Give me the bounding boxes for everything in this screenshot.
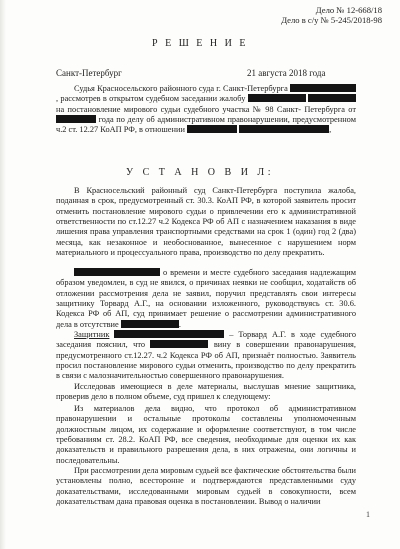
case-number-block (281, 5, 382, 25)
scan-edge-shadow (0, 0, 6, 549)
document-title: Р Е Ш Е Н И Е (152, 38, 248, 49)
notification-paragraph: о времени и месте судебного заседания надлежащим образом уведомлен, в суд не явился, о причинах неявки не сообщил, ходатайств об отложении рассмотрения дела не заявил, поручил представлять свои интересы защитнику Торвард А.Г., на основании изложенного, руководствуясь ст. 30.6. Кодекса РФ об АП, суд принимает решение о рассмотрении административного дела в отсутствие . (56, 268, 356, 329)
case-number: Дело № 12-668/18 (315, 5, 382, 15)
intro-paragraph: Судья Красносельского районного суда г. Санкт-Петербурга , рассмотрев в открытом судебном заседании жалобу на постановление мирового судьи судебного участка № 98 Санкт- Петербурга от года по делу об административном правонарушении, предусмотренном ч.2 ст. 12.27 КоАП РФ, в отношении , (56, 84, 356, 135)
materials-paragraph: Из материалов дела видно, что протокол об административном правонарушении и остальные протоколы составлены уполномоченным должностным лицом, их содержание и оформление соответствуют, в том числе требованиям ст. 28.2. КоАП РФ, все сведения, необходимые для оценки их как доказательств и правильного разрешения дела, в них отражены, они логичны и последовательны. (56, 404, 356, 465)
redacted-person-name-2 (239, 125, 329, 133)
defender-paragraph: Защитник – Торвард А.Г. в ходе судебного заседания пояснил, что вину в совершении правонарушения, предусмотренного ст.12.27. ч.2 Кодекса РФ об АП, признаёт полностью. Заявитель просил постановление мирового судьи отменить, производство по делу прекратить в связи с малозначительностью совершенного правонарушения. (56, 330, 356, 381)
redacted-applicant-name-2 (121, 320, 179, 328)
redacted-person-name (187, 125, 237, 133)
redacted-applicant-name-2 (308, 94, 356, 102)
date: 21 августа 2018 года (247, 68, 326, 78)
evidence-paragraph: При рассмотрении дела мировым судьей все фактические обстоятельства были установлены полно, всесторонне и подтверждаются представленными суду доказательствами, исследованными мировым судьей в совокупности, всем доказательствам дана правовая оценка в постановлении. Вывод о наличии (56, 466, 356, 507)
complaint-paragraph: В Красносельский районный суд Санкт-Петербурга поступила жалоба, поданная в срок, предусмотренный ст. 30.3. КоАП РФ, в которой заявитель просит отменить постановление мирового судьи о привлечении его к административной ответственности по ст.12.27 ч.2 Кодекса РФ об АП с назначением наказания в виде лишения права управления транспортными средствами на срок 1 (один) год 2 (два) месяца, как незаконное и необоснованное, вынесенное с нарушением норм материального и процессуального права, производство по делу прекратить. (56, 186, 356, 258)
redacted-applicant-name-2 (150, 340, 208, 348)
place: Санкт-Петербург (56, 68, 122, 78)
review-paragraph: Исследовав имеющиеся в деле материалы, выслушав мнение защитника, проверив дело в полном объеме, суд пришел к следующему: (56, 382, 356, 402)
section-heading-established: У С Т А Н О В И Л: (126, 167, 274, 178)
redacted-applicant-name (114, 330, 224, 338)
redacted-date (56, 115, 96, 123)
redacted-judge-name (290, 84, 356, 92)
lower-court-case-number: Дело в с/у № 5-245/2018-98 (281, 15, 382, 25)
redacted-applicant-name (248, 94, 306, 102)
page-number: 1 (366, 510, 370, 519)
redacted-applicant-name (74, 268, 160, 276)
